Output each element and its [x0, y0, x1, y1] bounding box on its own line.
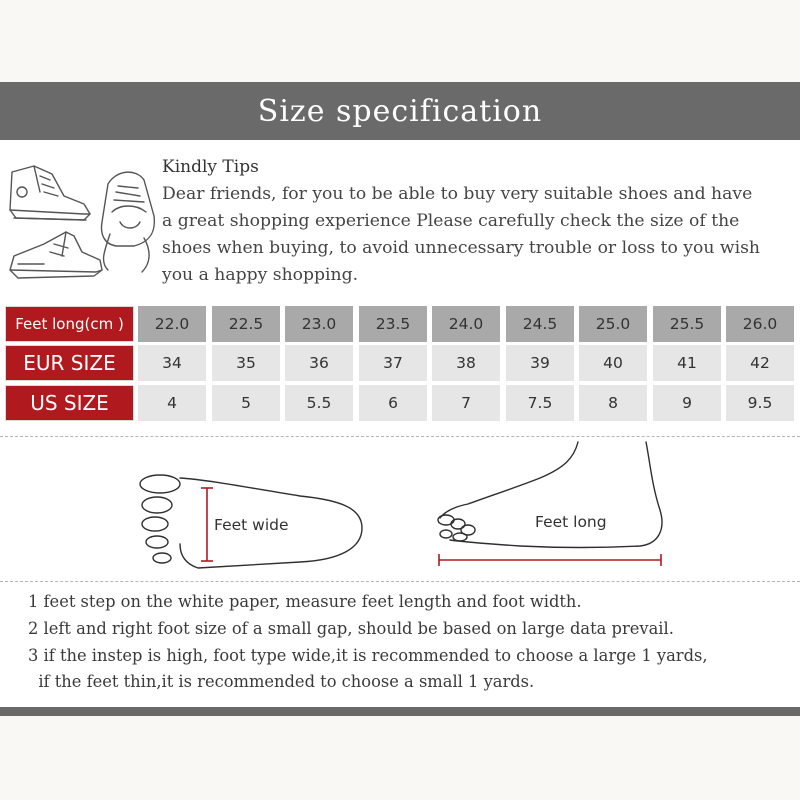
size-cell: 35 — [212, 345, 280, 381]
feet-long-label: Feet long — [535, 513, 607, 531]
length-measure-line-icon — [439, 554, 661, 566]
size-cell: 39 — [506, 345, 574, 381]
size-cell: 24.0 — [432, 306, 500, 342]
divider — [0, 581, 800, 582]
size-cell: 24.5 — [506, 306, 574, 342]
size-cell: 25.5 — [653, 306, 721, 342]
tips-line: a great shopping experience Please carefully check the size of the — [162, 211, 740, 231]
size-cell: 34 — [138, 345, 206, 381]
size-cell: 8 — [579, 385, 647, 421]
size-cell: 41 — [653, 345, 721, 381]
feet-wide-label: Feet wide — [214, 516, 289, 534]
divider — [0, 436, 800, 437]
size-cell: 37 — [359, 345, 427, 381]
size-cell: 40 — [579, 345, 647, 381]
size-cell: 6 — [359, 385, 427, 421]
foot-side-diagram-icon — [438, 442, 662, 548]
size-cell: 22.0 — [138, 306, 206, 342]
size-cell: 23.5 — [359, 306, 427, 342]
tips-title: Kindly Tips — [162, 157, 259, 177]
size-cell: 5.5 — [285, 385, 353, 421]
page-title: Size specification — [257, 93, 543, 129]
size-cell: 23.0 — [285, 306, 353, 342]
size-cell: 9.5 — [726, 385, 794, 421]
size-cell: 25.0 — [579, 306, 647, 342]
size-cell: 36 — [285, 345, 353, 381]
note-line: 2 left and right foot size of a small gap, should be based on large data prevail. — [28, 619, 674, 638]
header-band — [0, 82, 800, 140]
row-label-us-size: US SIZE — [5, 385, 134, 421]
row-label-eur-size: EUR SIZE — [5, 345, 134, 381]
foot-diagrams — [0, 440, 800, 580]
top-margin — [0, 0, 800, 82]
size-cell: 38 — [432, 345, 500, 381]
size-cell: 4 — [138, 385, 206, 421]
size-row-feet-long — [5, 306, 797, 342]
size-cell: 7 — [432, 385, 500, 421]
note-line: 1 feet step on the white paper, measure feet length and foot width. — [28, 592, 582, 611]
size-cell: 5 — [212, 385, 280, 421]
note-line: if the feet thin,it is recommended to choose a small 1 yards. — [28, 672, 535, 691]
sneakers-illustration-icon — [4, 152, 160, 288]
size-cell: 7.5 — [506, 385, 574, 421]
size-cell: 42 — [726, 345, 794, 381]
size-row-eur — [5, 345, 797, 381]
size-cell: 9 — [653, 385, 721, 421]
tips-line: Dear friends, for you to be able to buy very suitable shoes and have — [162, 184, 753, 204]
width-measure-line-icon — [201, 488, 213, 561]
footer-band — [0, 707, 800, 716]
note-line: 3 if the instep is high, foot type wide,it is recommended to choose a large 1 yards, — [28, 646, 708, 665]
row-label-feet-long: Feet long(cm ) — [5, 306, 134, 342]
size-cell: 22.5 — [212, 306, 280, 342]
bottom-margin — [0, 716, 800, 800]
tips-line: you a happy shopping. — [162, 265, 359, 285]
tips-line: shoes when buying, to avoid unnecessary trouble or loss to you wish — [162, 238, 760, 258]
size-row-us — [5, 385, 797, 421]
size-cell: 26.0 — [726, 306, 794, 342]
